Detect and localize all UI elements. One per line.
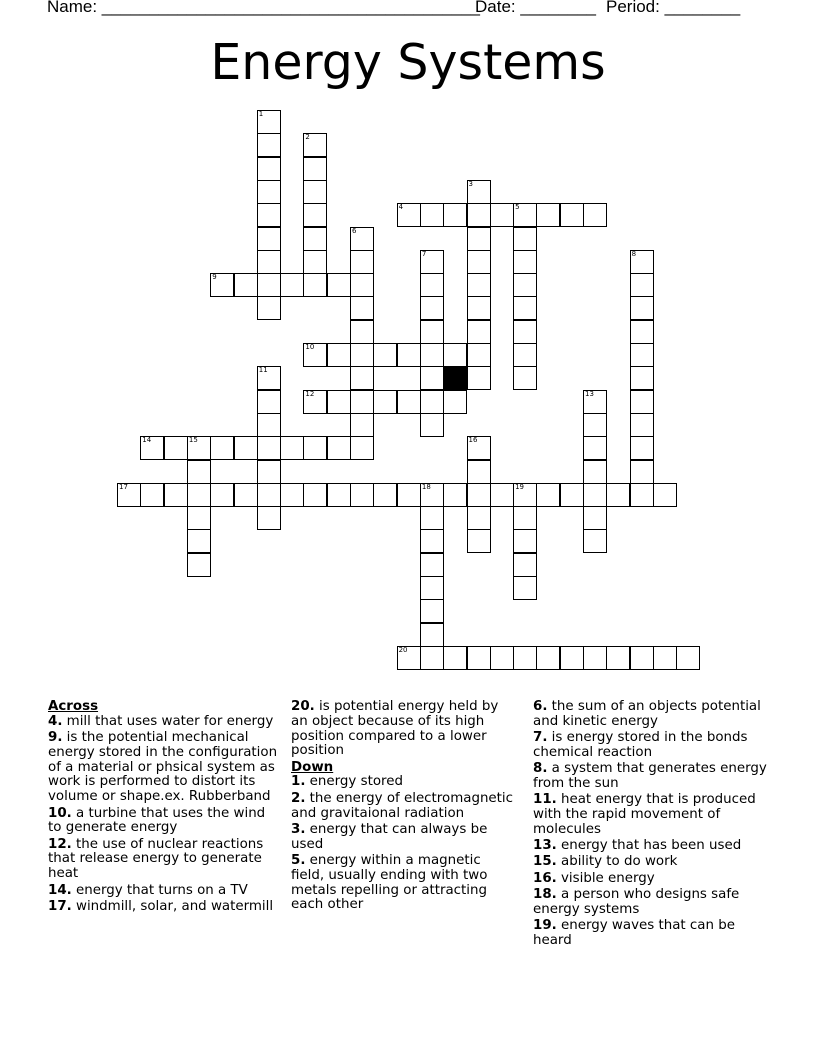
- crossword-cell[interactable]: [303, 483, 327, 507]
- crossword-cell[interactable]: [257, 460, 281, 484]
- clue-column-3: [533, 700, 773, 950]
- crossword-cell[interactable]: [303, 273, 327, 297]
- crossword-cell[interactable]: [513, 320, 537, 344]
- clue-number: 8: [631, 249, 637, 258]
- clue-number: 1: [258, 110, 264, 118]
- crossword-cell[interactable]: [257, 366, 281, 390]
- crossword-cell[interactable]: [350, 227, 374, 251]
- crossword-cell[interactable]: [583, 483, 607, 507]
- clue-down-8: 8. a system that generates energy from the sun: [533, 761, 767, 791]
- clue-column-1: [48, 700, 280, 916]
- crossword-cell[interactable]: [257, 227, 281, 251]
- crossword-cell[interactable]: [490, 483, 514, 507]
- clue-number: 10: [305, 343, 315, 351]
- crossword-cell[interactable]: [350, 343, 374, 367]
- crossword-cell[interactable]: [303, 343, 327, 367]
- crossword-cell[interactable]: [257, 483, 281, 507]
- page-title: Energy Systems: [210, 34, 606, 91]
- crossword-cell[interactable]: [420, 646, 444, 670]
- clue-number: 12: [305, 389, 315, 398]
- crossword-cell[interactable]: [443, 203, 467, 227]
- crossword-cell[interactable]: [467, 250, 491, 274]
- crossword-cell[interactable]: [513, 343, 537, 367]
- crossword-cell[interactable]: [210, 273, 234, 297]
- clue-across-14: 14. energy that turns on a TV: [48, 882, 248, 898]
- across-heading: Across: [48, 699, 99, 714]
- clue-number: 14: [142, 436, 152, 445]
- crossword-cell[interactable]: [164, 483, 188, 507]
- crossword-cell[interactable]: [327, 390, 351, 414]
- clue-number: 20: [398, 645, 408, 654]
- down-heading: Down: [291, 759, 334, 775]
- crossword-cell[interactable]: [280, 273, 304, 297]
- date-field[interactable]: Date: ________: [475, 0, 596, 16]
- crossword-cell[interactable]: [350, 390, 374, 414]
- crossword-cell[interactable]: [303, 157, 327, 181]
- clue-number: 18: [421, 482, 431, 491]
- crossword-cell[interactable]: [560, 203, 584, 227]
- crossword-cell[interactable]: [234, 483, 258, 507]
- crossword-cell[interactable]: [234, 273, 258, 297]
- crossword-cell[interactable]: [467, 180, 491, 204]
- crossword-cell[interactable]: [303, 180, 327, 204]
- crossword-cell[interactable]: [630, 483, 654, 507]
- crossword-cell[interactable]: [327, 343, 351, 367]
- crossword-cell[interactable]: [420, 553, 444, 577]
- crossword-cell[interactable]: [234, 436, 258, 460]
- crossword-cell[interactable]: [187, 460, 211, 484]
- crossword-cell[interactable]: [467, 273, 491, 297]
- crossword-cell[interactable]: [583, 390, 607, 414]
- clue-number: 6: [352, 226, 357, 235]
- crossword-cell[interactable]: [420, 250, 444, 274]
- crossword-cell[interactable]: [630, 460, 654, 484]
- crossword-cell[interactable]: [513, 296, 537, 320]
- crossword-cell[interactable]: [630, 390, 654, 414]
- crossword-cell[interactable]: [490, 203, 514, 227]
- crossword-cell[interactable]: [187, 553, 211, 577]
- crossword-cell[interactable]: [513, 529, 537, 553]
- crossword-cell[interactable]: [630, 296, 654, 320]
- crossword-cell[interactable]: [350, 436, 374, 460]
- clue-number: 19: [515, 482, 525, 491]
- clue-across-9: 9. is the potential mechanical energy stored in the configuration of a material or phsical system as work is performed to distort its volume or shape.ex. Rubberband: [48, 730, 278, 805]
- crossword-cell[interactable]: [397, 646, 421, 670]
- crossword-cell[interactable]: [467, 320, 491, 344]
- crossword-cell[interactable]: [303, 133, 327, 157]
- crossword-cell[interactable]: [536, 646, 560, 670]
- clue-number: 9: [212, 273, 217, 282]
- crossword-cell[interactable]: [420, 343, 444, 367]
- crossword-cell[interactable]: [373, 483, 397, 507]
- crossword-cell[interactable]: [443, 343, 467, 367]
- crossword-cell[interactable]: [513, 646, 537, 670]
- crossword-cell[interactable]: [420, 623, 444, 647]
- crossword-cell[interactable]: [606, 646, 630, 670]
- crossword-cell[interactable]: [280, 483, 304, 507]
- clue-number: 3: [468, 179, 473, 188]
- crossword-cell[interactable]: [630, 646, 654, 670]
- crossword-cell[interactable]: [303, 203, 327, 227]
- crossword-cell[interactable]: [420, 390, 444, 414]
- clue-across-20: 20. is potential energy held by an object because of its high position compared to a lower position: [291, 699, 499, 759]
- crossword-cell[interactable]: [443, 646, 467, 670]
- crossword-cell[interactable]: [257, 110, 281, 134]
- crossword-cell[interactable]: [630, 413, 654, 437]
- crossword-cell[interactable]: [630, 320, 654, 344]
- crossword-cell[interactable]: [676, 646, 700, 670]
- clue-number: 13: [585, 389, 594, 398]
- crossword-cell[interactable]: [350, 413, 374, 437]
- crossword-cell[interactable]: [327, 273, 351, 297]
- clue-down-1: 1. energy stored: [291, 774, 403, 790]
- crossword-cell[interactable]: [583, 646, 607, 670]
- crossword-cell[interactable]: [420, 599, 444, 623]
- crossword-cell[interactable]: [583, 413, 607, 437]
- crossword-cell[interactable]: [420, 529, 444, 553]
- crossword-cell[interactable]: [210, 436, 234, 460]
- crossword-cell[interactable]: [257, 180, 281, 204]
- crossword-cell[interactable]: [257, 506, 281, 530]
- crossword-cell[interactable]: [257, 133, 281, 157]
- crossword-cell[interactable]: [606, 483, 630, 507]
- crossword-cell[interactable]: [303, 436, 327, 460]
- crossword-cell[interactable]: [350, 296, 374, 320]
- clue-down-15: 15. ability to do work: [533, 854, 678, 870]
- clue-number: 4: [398, 203, 404, 212]
- clue-column-2: [291, 700, 517, 915]
- crossword-cell[interactable]: [350, 250, 374, 274]
- crossword-cell[interactable]: [467, 227, 491, 251]
- crossword-cell[interactable]: [513, 273, 537, 297]
- clue-down-18: 18. a person who designs safe energy systems: [533, 887, 740, 917]
- crossword-cell[interactable]: [583, 506, 607, 530]
- crossword-cell[interactable]: [560, 646, 584, 670]
- crossword-cell[interactable]: [583, 529, 607, 553]
- black-cell: [443, 366, 467, 390]
- crossword-cell[interactable]: [467, 506, 491, 530]
- crossword-cell[interactable]: [467, 436, 491, 460]
- crossword-cell[interactable]: [513, 366, 537, 390]
- crossword-cell[interactable]: [420, 296, 444, 320]
- clue-down-19: 19. energy waves that can be heard: [533, 918, 735, 948]
- crossword-cell[interactable]: [420, 506, 444, 530]
- crossword-cell[interactable]: [443, 483, 467, 507]
- crossword-cell[interactable]: [467, 203, 491, 227]
- crossword-cell[interactable]: [140, 483, 164, 507]
- crossword-cell[interactable]: [467, 529, 491, 553]
- crossword-cell[interactable]: [140, 436, 164, 460]
- crossword-cell[interactable]: [257, 203, 281, 227]
- crossword-cell[interactable]: [420, 413, 444, 437]
- crossword-cell[interactable]: [420, 273, 444, 297]
- crossword-cell[interactable]: [303, 390, 327, 414]
- crossword-cell[interactable]: [303, 250, 327, 274]
- crossword-cell[interactable]: [536, 483, 560, 507]
- clue-number: 15: [188, 436, 198, 445]
- crossword-cell[interactable]: [187, 506, 211, 530]
- crossword-cell[interactable]: [397, 343, 421, 367]
- crossword-cell[interactable]: [257, 413, 281, 437]
- clue-down-5: 5. energy within a magnetic field, usually ending with two metals repelling or attracting each other: [291, 852, 488, 913]
- clue-down-13: 13. energy that has been used: [533, 838, 742, 854]
- clue-across-4: 4. mill that uses water for energy: [48, 713, 274, 729]
- clue-across-10: 10. a turbine that uses the wind to generate energy: [48, 805, 266, 836]
- crossword-cell[interactable]: [257, 296, 281, 320]
- crossword-cell[interactable]: [467, 646, 491, 670]
- crossword-cell[interactable]: [280, 436, 304, 460]
- crossword-cell[interactable]: [630, 343, 654, 367]
- crossword-cell[interactable]: [420, 483, 444, 507]
- crossword-cell[interactable]: [513, 553, 537, 577]
- period-field[interactable]: Period: ________: [606, 0, 741, 16]
- crossword-cell[interactable]: [513, 250, 537, 274]
- clue-number: 11: [258, 366, 268, 375]
- clue-across-12: 12. the use of nuclear reactions that release energy to generate heat: [48, 836, 264, 882]
- clue-down-16: 16. visible energy: [533, 870, 655, 886]
- crossword-cell[interactable]: [303, 227, 327, 251]
- crossword-cell[interactable]: [630, 273, 654, 297]
- crossword-cell[interactable]: [653, 483, 677, 507]
- crossword-cell[interactable]: [350, 320, 374, 344]
- crossword-cell[interactable]: [187, 483, 211, 507]
- crossword-cell[interactable]: [630, 366, 654, 390]
- crossword-cell[interactable]: [513, 576, 537, 600]
- crossword-cell[interactable]: [327, 436, 351, 460]
- crossword-cell[interactable]: [630, 436, 654, 460]
- crossword-cell[interactable]: [513, 227, 537, 251]
- crossword-cell[interactable]: [467, 483, 491, 507]
- crossword-cell[interactable]: [257, 436, 281, 460]
- crossword-cell[interactable]: [397, 483, 421, 507]
- crossword-cell[interactable]: [117, 483, 141, 507]
- clue-number: 2: [305, 133, 310, 142]
- crossword-cell[interactable]: [350, 366, 374, 390]
- crossword-cell[interactable]: [467, 343, 491, 367]
- clue-down-11: 11. heat energy that is produced with the rapid movement of molecules: [533, 792, 756, 837]
- crossword-cell[interactable]: [327, 483, 351, 507]
- crossword-cell[interactable]: [373, 343, 397, 367]
- crossword-cell[interactable]: [257, 157, 281, 181]
- clue-down-3: 3. energy that can always be used: [291, 821, 488, 852]
- clue-across-17: 17. windmill, solar, and watermill: [48, 898, 274, 914]
- crossword-cell[interactable]: [187, 436, 211, 460]
- crossword-cell[interactable]: [653, 646, 677, 670]
- crossword-cell[interactable]: [420, 366, 444, 390]
- crossword-cell[interactable]: [397, 390, 421, 414]
- crossword-cell[interactable]: [467, 296, 491, 320]
- crossword-cell[interactable]: [350, 273, 374, 297]
- crossword-cell[interactable]: [536, 203, 560, 227]
- crossword-cell[interactable]: [420, 320, 444, 344]
- name-field[interactable]: Name: ________________________________________: [47, 0, 480, 16]
- crossword-cell[interactable]: [164, 436, 188, 460]
- crossword-cell[interactable]: [210, 483, 234, 507]
- crossword-cell[interactable]: [467, 460, 491, 484]
- clue-down-6: 6. the sum of an objects potential and kinetic energy: [533, 699, 761, 729]
- crossword-cell[interactable]: [350, 483, 374, 507]
- crossword-cell[interactable]: [513, 483, 537, 507]
- crossword-cell[interactable]: [420, 203, 444, 227]
- crossword-cell[interactable]: [560, 483, 584, 507]
- crossword-cell[interactable]: [397, 203, 421, 227]
- crossword-cell[interactable]: [583, 436, 607, 460]
- crossword-cell[interactable]: [513, 203, 537, 227]
- clue-number: 16: [468, 436, 478, 445]
- clue-down-2: 2. the energy of electromagnetic and gravitaional radiation: [291, 790, 514, 821]
- crossword-cell[interactable]: [630, 250, 654, 274]
- crossword-cell[interactable]: [443, 390, 467, 414]
- crossword-cell[interactable]: [187, 529, 211, 553]
- clue-number: 7: [421, 249, 427, 258]
- clue-number: 17: [119, 482, 128, 491]
- crossword-cell[interactable]: [257, 273, 281, 297]
- crossword-cell[interactable]: [257, 390, 281, 414]
- crossword-cell[interactable]: [513, 506, 537, 530]
- crossword-cell[interactable]: [257, 250, 281, 274]
- crossword-cell[interactable]: [583, 460, 607, 484]
- crossword-cell[interactable]: [490, 646, 514, 670]
- crossword-cell[interactable]: [583, 203, 607, 227]
- crossword-cell[interactable]: [467, 366, 491, 390]
- clue-down-7: 7. is energy stored in the bonds chemical reaction: [533, 730, 748, 760]
- crossword-cell[interactable]: [373, 390, 397, 414]
- crossword-cell[interactable]: [420, 576, 444, 600]
- clue-number: 5: [515, 203, 520, 212]
